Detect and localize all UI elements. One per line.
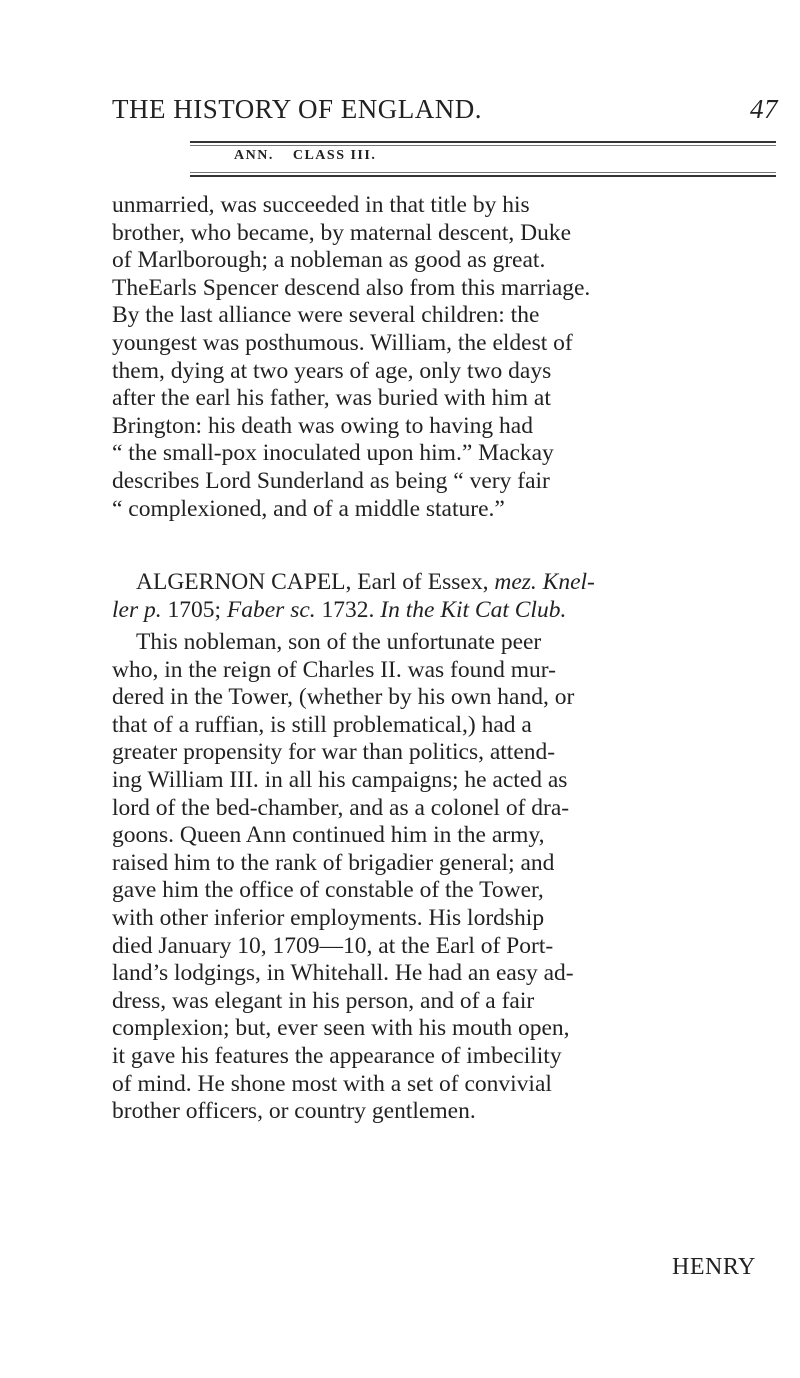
text-line: of mind. He shone most with a set of convivial (112, 1070, 552, 1097)
text-line: them, dying at two years of age, only two days (112, 357, 552, 384)
text-line: raised him to the rank of brigadier general; and (112, 849, 555, 876)
entry-name: ALGERNON CAPEL, Earl of Essex, (136, 569, 495, 595)
entry-line-1 (112, 569, 792, 597)
text-line: complexion; but, ever seen with his mouth open, (112, 1015, 570, 1042)
text-line: ing William III. in all his campaigns; he acted as (112, 766, 568, 793)
catchword: HENRY (672, 1254, 756, 1280)
text-line: who, in the reign of Charles II. was found mur- (112, 656, 556, 683)
entry-engraver: Faber sc. (226, 596, 316, 623)
header-rule-bottom (190, 175, 776, 177)
header-rule-bottom-thin (190, 172, 776, 173)
text-line: with other inferior employments. His lordship (112, 904, 545, 931)
text-line: “ complexioned, and of a middle stature.” (112, 495, 505, 522)
entry-collection: In the Kit Cat Club. (380, 596, 567, 623)
text-line: “ the small-pox inoculated upon him.” Mackay (112, 440, 554, 467)
header-rule-top (190, 141, 776, 143)
text-line: after the earl his father, was buried with him at (112, 385, 551, 412)
text-line: By the last alliance were several children: the (112, 302, 540, 329)
entry-medium: mez. Knel- (494, 569, 595, 595)
paragraph-essex (112, 629, 784, 1126)
text-line: of Marlborough; a nobleman as good as great. (112, 247, 546, 274)
text-line: gave him the office of constable of the Tower, (112, 877, 544, 904)
class-heading (190, 148, 776, 164)
text-line: died January 10, 1709—10, at the Earl of Port- (112, 932, 554, 959)
portrait-entry-heading (112, 569, 792, 624)
text-line: This nobleman, son of the unfortunate peer (136, 629, 542, 655)
text-line: describes Lord Sunderland as being “ very fair (112, 467, 550, 494)
entry-line-2 (112, 597, 792, 625)
text-line: Brington: his death was owing to having had (112, 412, 533, 439)
text-line: youngest was posthumous. William, the eldest of (112, 329, 573, 356)
class-heading-ann: ANN. (234, 148, 274, 163)
page-number: 47 (750, 94, 778, 124)
text-line: it gave his features the appearance of imbecility (112, 1042, 562, 1069)
text-line: brother, who became, by maternal descent, Duke (112, 219, 572, 246)
text-line: goons. Queen Ann continued him in the army, (112, 822, 545, 849)
text-line: dress, was elegant in his person, and of a fair (112, 987, 535, 1014)
entry-painter: ler p. (112, 596, 162, 623)
entry-year-2: 1732. (315, 596, 381, 623)
running-title: THE HISTORY OF ENGLAND. (112, 94, 483, 124)
text-line: dered in the Tower, (whether by his own hand, or (112, 684, 575, 711)
running-head (112, 94, 792, 130)
header-rule-top-thin (190, 145, 776, 146)
text-line: that of a ruffian, is still problematical,) had a (112, 711, 532, 738)
text-line: greater propensity for war than politics, attend- (112, 739, 556, 766)
paragraph-sunderland (112, 192, 784, 523)
class-heading-class: CLASS III. (292, 148, 377, 163)
text-line: unmarried, was succeeded in that title by his (112, 192, 530, 218)
text-line: brother officers, or country gentlemen. (112, 1098, 476, 1125)
text-line: land’s lodgings, in Whitehall. He had an easy ad- (112, 960, 574, 987)
text-line: lord of the bed-chamber, and as a colonel of dra- (112, 794, 570, 821)
text-line: TheEarls Spencer descend also from this marriage. (112, 274, 591, 301)
entry-year-1: 1705; (161, 596, 227, 623)
